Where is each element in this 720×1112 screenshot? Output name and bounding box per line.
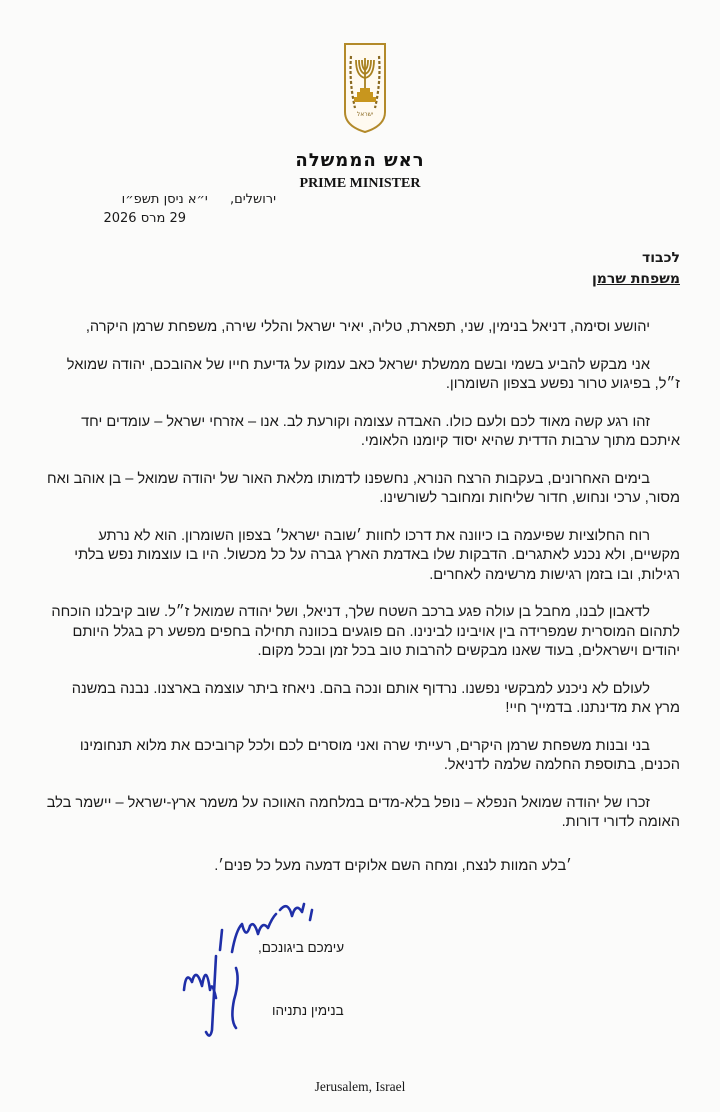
letter-body bbox=[46, 318, 680, 894]
letterhead-title-english: PRIME MINISTER bbox=[299, 176, 421, 191]
date-city: ירושלים, bbox=[229, 192, 276, 207]
paragraph-greeting: יהושע וסימה, דניאל בנימין, שני, תפארת, טליה, יאיר ישראל והללי שירה, משפחת שרמן היקרה, bbox=[85, 319, 650, 335]
salutation bbox=[592, 248, 680, 290]
verse-quote: ׳בלע המוות לנצח, ומחה השם אלוקים דמעה מעל כל פנים׳. bbox=[214, 857, 572, 874]
paragraph: רוח החלוציות שפיעמה בו כיוונה את דרכו לחוות ׳שובה ישראל׳ בצפון השומרון. הוא לא נרתע מקשיים, ולא נכנע לאתגרים. הדבקות שלו באדמת הארץ גברה על כל מכשול. היו בו עוצמות נפש בלתי רגילות, ובו בזמן רגישות מרשימה לאחרים. bbox=[74, 527, 680, 583]
date-block bbox=[66, 190, 276, 228]
paragraph: בימים האחרונים, בעקבות הרצח הנורא, נחשפנו לדמותו מלאת האור של יהודה שמואל – בן אוהב ואח מסור, ערכי ונחוש, חדור שליחות ומחובר לשורשינו. bbox=[47, 470, 680, 506]
hebrew-date: י״א ניסן תשפ״ו bbox=[121, 192, 208, 207]
svg-text:ישראל: ישראל bbox=[356, 111, 374, 118]
salutation-to: לכבוד bbox=[642, 250, 680, 266]
handwritten-signature bbox=[176, 890, 366, 1050]
paragraph: זהו רגע קשה מאוד לכם ולעם כולו. האבדה עצומה וקורעת לב. אנו – אזרחי ישראל – עומדים יחד איתכם מתוך ערבות הדדית שהיא יסוד קיומנו הלאומי. bbox=[81, 413, 680, 449]
letterhead-title-hebrew: ראש הממשלה bbox=[295, 150, 425, 171]
signer-name: בנימין נתניהו bbox=[272, 1003, 344, 1018]
salutation-addressee: משפחת שרמן bbox=[592, 271, 680, 287]
closing-phrase: עימכם ביגונכם, bbox=[258, 940, 345, 955]
paragraph: זכרו של יהודה שמואל הנפלא – נופל בלא-מדים במלחמה האווכה על משמר ארץ-ישראל – יישמר בלב האומה לדורי דורות. bbox=[46, 794, 680, 830]
gregorian-date: 29 מרס 2026 bbox=[103, 211, 186, 226]
paragraph: אני מבקש להביע בשמי ובשם ממשלת ישראל כאב עמוק על גדיעת חייו של אהובכם, יהודה שמואל ז״ל, בפיגוע טרור נפשע בצפון השומרון. bbox=[66, 356, 680, 392]
paragraph: לעולם לא ניכנע למבקשי נפשנו. נרדוף אותם ונכה בהם. ניאחז ביתר עוצמה בארצנו. נבנה במשנה מרץ את מדינתנו. בדמייך חיי! bbox=[71, 680, 680, 716]
paragraph: בני ובנות משפחת שרמן היקרים, רעייתי שרה ואני מוסרים לכם ולכל קרוביכם את מלוא תנחומינו הכנים, בתוספת החלמה שלמה לדניאל. bbox=[79, 737, 680, 773]
paragraph: לדאבון לבנו, מחבל בן עולה פגע ברכב השטח שלך, דניאל, ושל יהודה שמואל ז״ל. שוב קיבלנו הוכחה לתהום המוסרית שמפרידה בין אויבינו לבינינו. הם פוגעים בכוונה תחילה בחפים מפשע רק בגלל היותם יהודים וישראלים, בעוד שאנו מבקשים להרבות טוב בכל זמן ובכל מקום. bbox=[51, 604, 680, 659]
state-emblem-menorah-icon bbox=[343, 42, 387, 134]
footer-location: Jerusalem, Israel bbox=[314, 1079, 406, 1094]
